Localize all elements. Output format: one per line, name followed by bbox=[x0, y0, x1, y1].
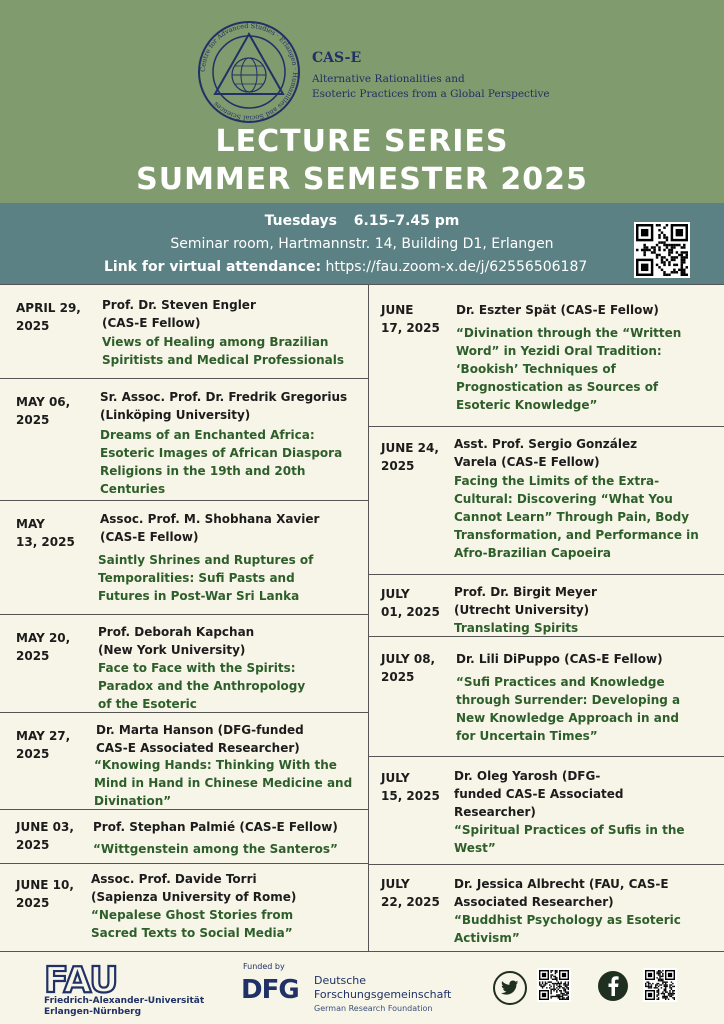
lecture-title: “Wittgenstein among the Santeros” bbox=[93, 842, 338, 856]
series-title bbox=[0, 123, 724, 199]
lecture-speaker: Prof. Dr. Steven Engler (CAS-E Fellow) bbox=[102, 298, 256, 330]
cas-e-logo bbox=[197, 20, 301, 124]
lecture-date: JUNE 03, 2025 bbox=[16, 820, 74, 852]
lecture-speaker: Dr. Oleg Yarosh (DFG- funded CAS-E Associated Researcher) bbox=[454, 769, 624, 819]
lecture-title: Views of Healing among Brazilian Spiritists and Medical Professionals bbox=[102, 335, 344, 367]
lecture-speaker: Dr. Marta Hanson (DFG-funded CAS-E Associated Researcher) bbox=[96, 723, 304, 755]
zoom-qr-code[interactable] bbox=[634, 222, 690, 278]
lecture-title: “Sufi Practices and Knowledge through Surrender: Developing a New Knowledge Approach in and for Uncertain Times” bbox=[456, 675, 681, 743]
lecture-entry bbox=[0, 614, 368, 713]
fau-university-name: Friedrich-Alexander-Universität Erlangen-Nürnberg bbox=[44, 996, 205, 1017]
lecture-date: APRIL 29, 2025 bbox=[16, 301, 81, 333]
title-line1: LECTURE SERIES bbox=[215, 124, 509, 159]
lecture-entry bbox=[0, 284, 368, 379]
lecture-date: JUNE 10, 2025 bbox=[16, 878, 74, 910]
facebook-f-glyph bbox=[607, 976, 619, 996]
virtual-link-line bbox=[104, 259, 587, 275]
logo-ring-text: Centre for Advanced Studies · Erlangen · Humanities and Social Sciences bbox=[198, 21, 300, 123]
twitter-bird-glyph bbox=[501, 980, 519, 996]
lecture-date: MAY 13, 2025 bbox=[16, 517, 75, 549]
lecture-date: JULY 08, 2025 bbox=[381, 652, 436, 684]
day-label: Tuesdays bbox=[264, 213, 337, 229]
lecture-speaker: Assoc. Prof. M. Shobhana Xavier (CAS-E Fellow) bbox=[100, 512, 320, 544]
footer-divider bbox=[0, 951, 724, 952]
lecture-title: Translating Spirits bbox=[454, 621, 579, 635]
time-label: 6.15–7.45 pm bbox=[353, 213, 460, 229]
schedule-line bbox=[0, 213, 724, 229]
twitter-qr-code[interactable] bbox=[537, 968, 571, 1002]
lecture-speaker: Sr. Assoc. Prof. Dr. Fredrik Gregorius (Linköping University) bbox=[100, 390, 348, 422]
lecture-date: JULY 22, 2025 bbox=[381, 877, 440, 909]
lecture-speaker: Prof. Deborah Kapchan (New York University) bbox=[98, 625, 255, 657]
twitter-bird-icon[interactable] bbox=[493, 971, 527, 1005]
lecture-date: JUNE 24, 2025 bbox=[381, 441, 439, 473]
lecture-entry bbox=[369, 284, 724, 427]
lecture-title: Facing the Limits of the Extra- Cultural: Discovering “What You Cannot Learn” Through Pain, Body Transformation, and Performance in Afro-Brazilian Capoeira bbox=[454, 474, 699, 560]
funded-by-label: Funded by bbox=[243, 962, 285, 971]
lecture-entry bbox=[0, 863, 368, 952]
lecture-title: Saintly Shrines and Ruptures of Temporalities: Sufi Pasts and Futures in Post-War Sri Lanka bbox=[98, 553, 314, 603]
dfg-logo: DFG bbox=[241, 975, 299, 1005]
header-banner bbox=[0, 0, 724, 203]
logo-title: CAS-E bbox=[312, 50, 362, 66]
logo-subtitle bbox=[312, 72, 550, 102]
lecture-date: JUNE 17, 2025 bbox=[381, 303, 440, 335]
lecture-title: “Spiritual Practices of Sufis in the West” bbox=[454, 823, 685, 855]
logo-subtitle-line1: Alternative Rationalities and bbox=[312, 73, 465, 85]
lecture-title: Dreams of an Enchanted Africa: Esoteric Images of African Diaspora Religions in the 19th and 20th Centuries bbox=[100, 428, 343, 496]
lecture-date: JULY 15, 2025 bbox=[381, 771, 440, 803]
lecture-speaker: Dr. Jessica Albrecht (FAU, CAS-E Associated Researcher) bbox=[454, 877, 669, 909]
lecture-entry bbox=[369, 426, 724, 575]
lecture-title: “Knowing Hands: Thinking With the Mind in Hand in Chinese Medicine and Divination” bbox=[94, 758, 353, 808]
lecture-entry bbox=[0, 712, 368, 810]
lecture-speaker: Prof. Stephan Palmié (CAS-E Fellow) bbox=[93, 820, 338, 834]
lecture-speaker: Asst. Prof. Sergio González Varela (CAS-E Fellow) bbox=[454, 437, 638, 469]
lecture-entry bbox=[0, 500, 368, 615]
lecture-speaker: Dr. Lili DiPuppo (CAS-E Fellow) bbox=[456, 652, 663, 666]
lecture-entry bbox=[369, 574, 724, 637]
zoom-link[interactable]: https://fau.zoom-x.de/j/62556506187 bbox=[325, 259, 588, 275]
lecture-date: MAY 06, 2025 bbox=[16, 395, 71, 427]
fau-logo bbox=[44, 961, 134, 995]
lecture-date: MAY 27, 2025 bbox=[16, 729, 71, 761]
lecture-title: Face to Face with the Spirits: Paradox and the Anthropology of the Esoteric bbox=[98, 661, 306, 711]
svg-text:Centre for Advanced Studies · bbox=[199, 22, 299, 122]
lecture-entry bbox=[369, 636, 724, 757]
fau-logo-text: FAU bbox=[44, 961, 118, 995]
title-line2: SUMMER SEMESTER 2025 bbox=[136, 162, 588, 197]
lecture-entry bbox=[369, 864, 724, 952]
facebook-f-icon[interactable] bbox=[598, 971, 628, 1001]
facebook-qr-code[interactable] bbox=[643, 968, 677, 1002]
lecture-speaker: Prof. Dr. Birgit Meyer (Utrecht University) bbox=[454, 585, 597, 617]
lecture-date: MAY 20, 2025 bbox=[16, 631, 71, 663]
lecture-entry bbox=[369, 756, 724, 865]
lecture-speaker: Assoc. Prof. Davide Torri (Sapienza University of Rome) bbox=[91, 872, 297, 904]
logo-subtitle-line2: Esoteric Practices from a Global Perspective bbox=[312, 88, 550, 100]
location-label: Seminar room, Hartmannstr. 14, Building D1, Erlangen bbox=[170, 236, 554, 252]
lecture-date: JULY 01, 2025 bbox=[381, 587, 440, 619]
info-bar bbox=[0, 203, 724, 284]
lecture-title: “Buddhist Psychology as Esoteric Activism” bbox=[454, 913, 681, 945]
link-label: Link for virtual attendance: bbox=[104, 259, 322, 275]
lecture-title: “Divination through the “Written Word” in Yezidi Oral Tradition: ‘Bookish’ Techniques of Prognostication as Sources of Esoteric Knowledge” bbox=[456, 326, 682, 412]
lecture-entry bbox=[0, 809, 368, 864]
lecture-entry bbox=[0, 378, 368, 501]
dfg-english-name: German Research Foundation bbox=[314, 1004, 433, 1013]
lecture-title: “Nepalese Ghost Stories from Sacred Texts to Social Media” bbox=[91, 908, 294, 940]
lecture-speaker: Dr. Eszter Spät (CAS-E Fellow) bbox=[456, 303, 659, 317]
dfg-name: Deutsche Forschungsgemeinschaft bbox=[314, 974, 452, 1001]
